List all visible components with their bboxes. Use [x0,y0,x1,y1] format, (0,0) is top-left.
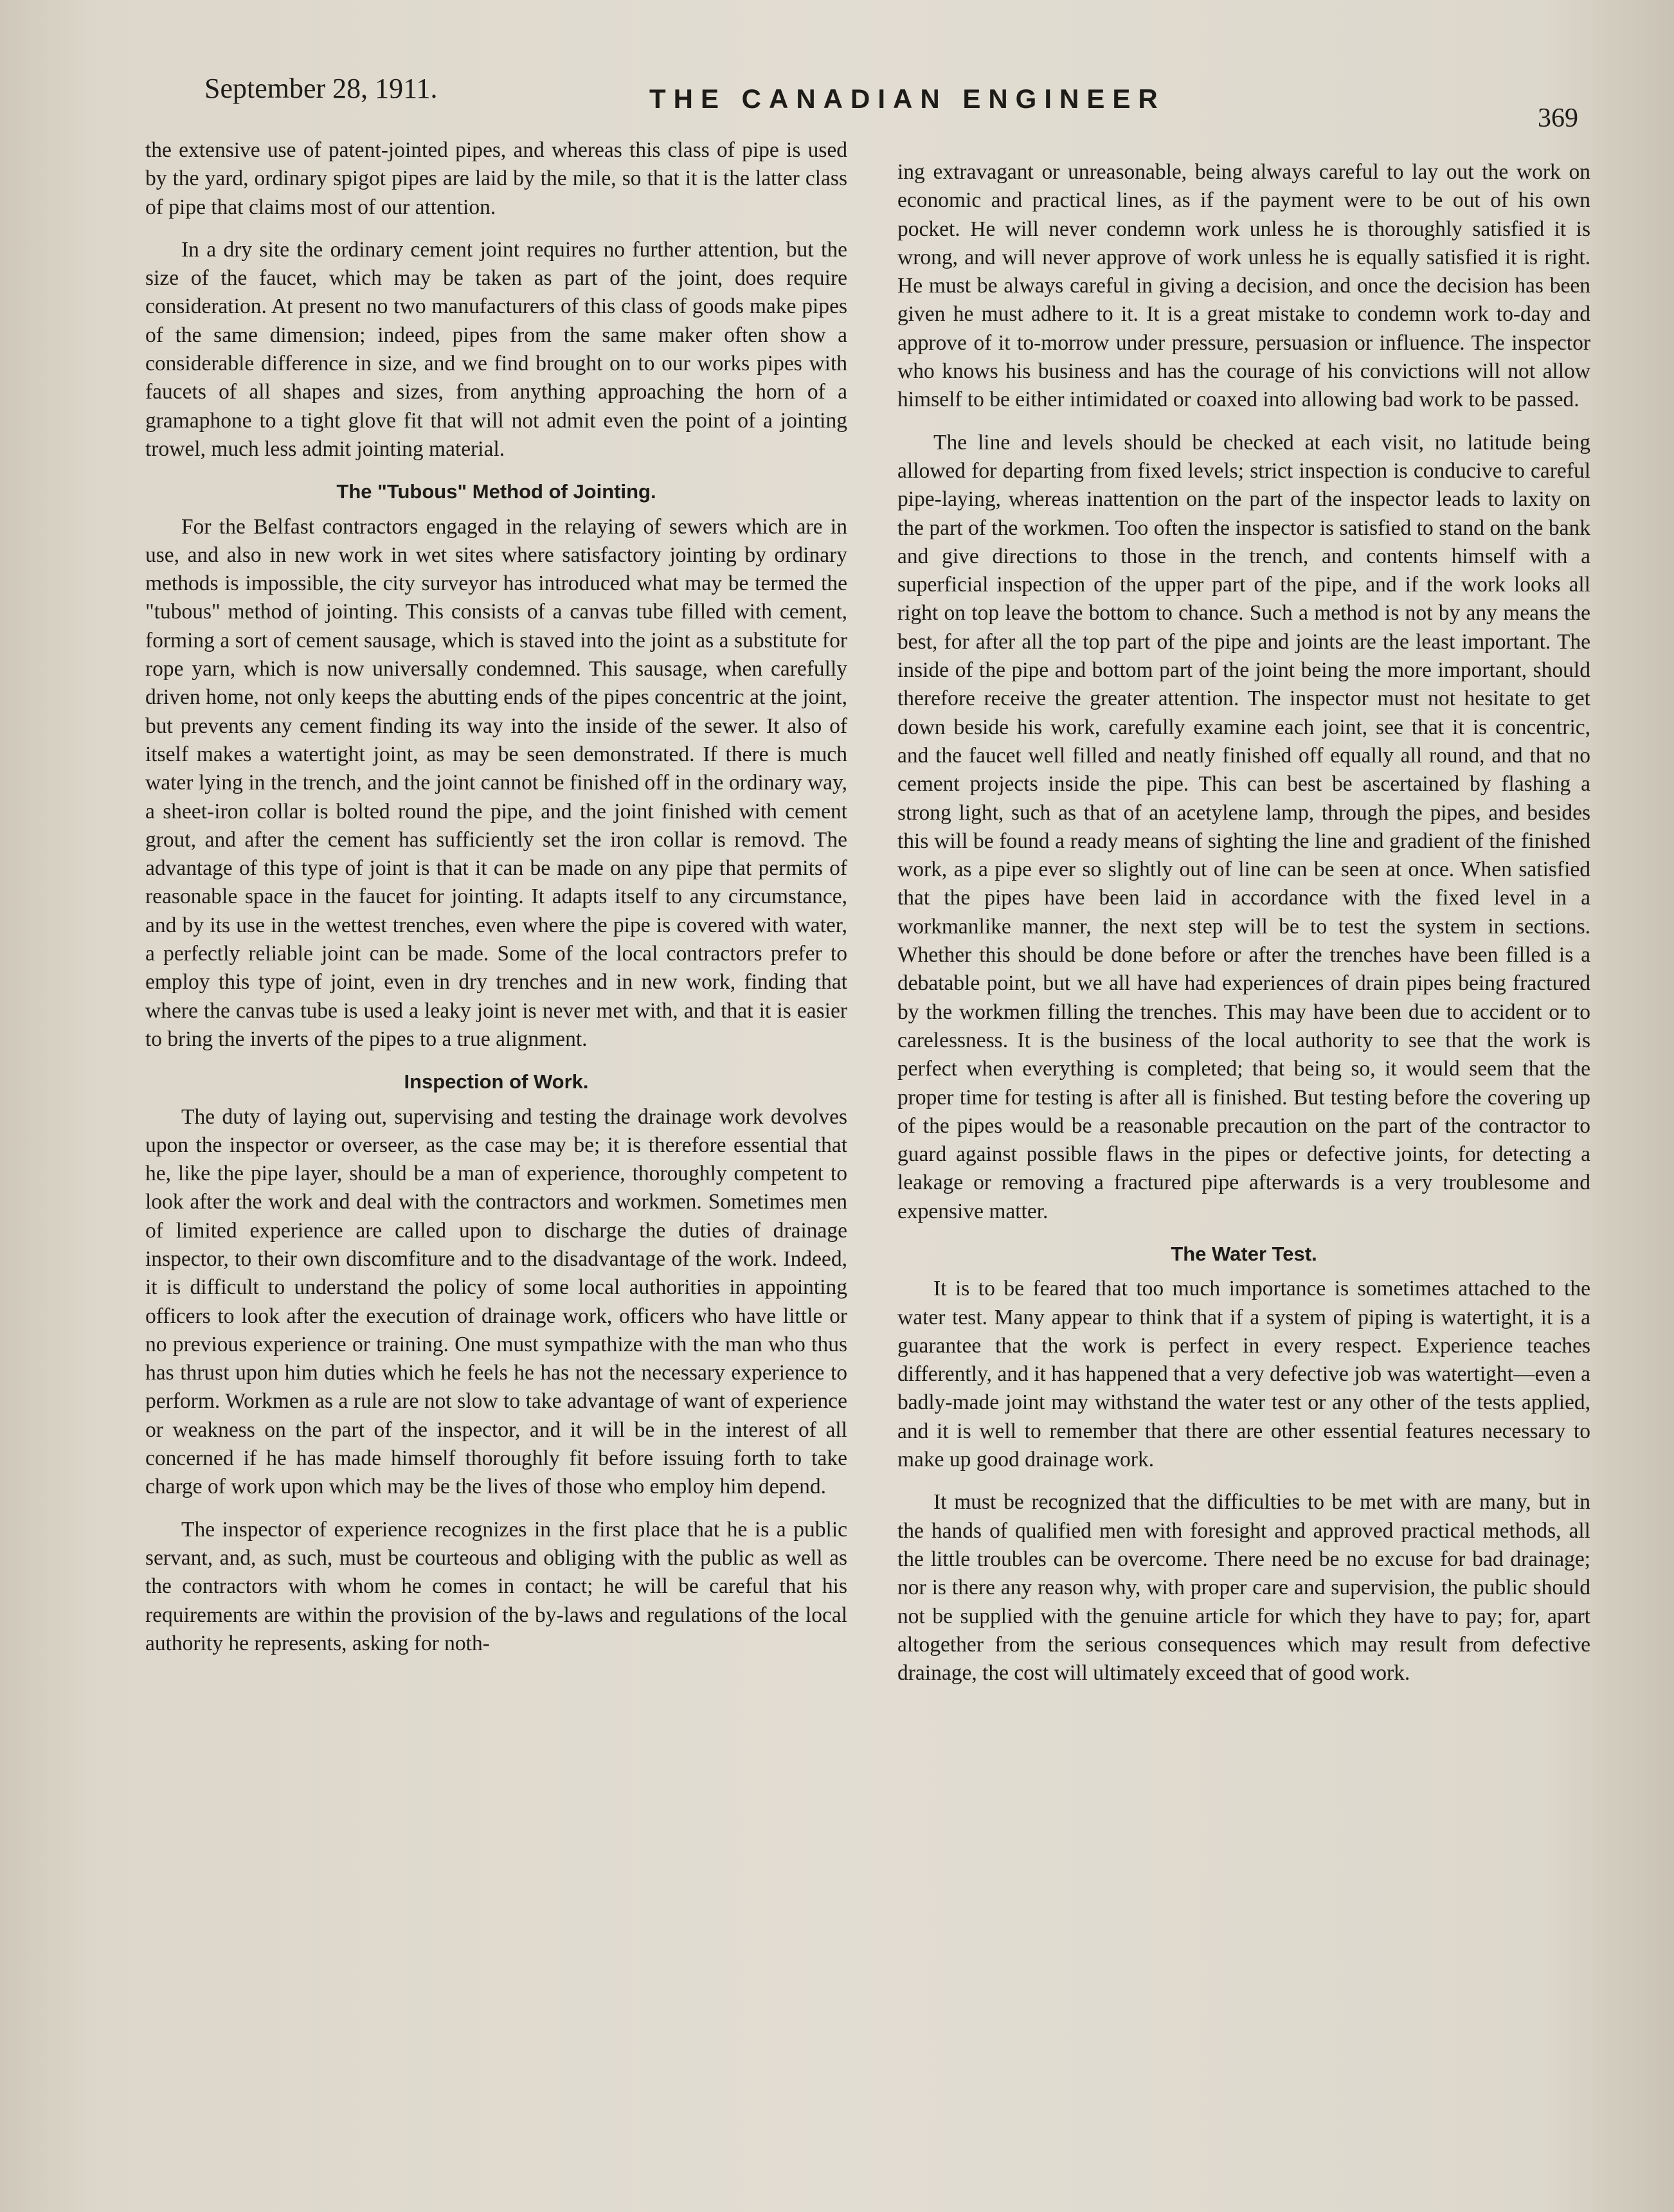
left-column [145,136,847,1672]
paragraph: For the Belfast contractors engaged in the relaying of sewers which are in use, and also in new work in wet sites where satisfactory jointing by ordinary methods is impossible, the city surveyor has introduced what may be termed the "tubous" method of jointing. This consists of a canvas tube filled with cement, forming a sort of cement sausage, which is staved into the joint as a substitute for rope yarn, which is now universally condemned. This sausage, when carefully driven home, not only keeps the abutting ends of the pipes concentric at the joint, but prevents any cement finding its way into the inside of the sewer. It also of itself makes a watertight joint, as may be seen demonstrated. If there is much water lying in the trench, and the joint cannot be finished off in the ordinary way, a sheet-iron collar is bolted round the pipe, and the joint finished with cement grout, and after the cement has sufficiently set the iron collar is removd. The advantage of this type of joint is that it can be made on any pipe that permits of reasonable space in the faucet for jointing. It adapts itself to any circumstance, and by its use in the wettest trenches, even where the pipe is covered with water, a perfectly reliable joint can be made. Some of the local contractors prefer to employ this type of joint, even in dry trenches and in new work, finding that where the canvas tube is used a leaky joint is never met with, and that it is easier to bring the inverts of the pipes to a true alignment. [145,514,847,1051]
paragraph: In a dry site the ordinary cement joint requires no further attention, but the size of the faucet, which may be taken as part of the joint, does require consideration. At present no two manufacturers of this class of goods make pipes of the same dimension; indeed, pipes from the same maker often show a considerable difference in size, and we find brought on to our works pipes with faucets of all shapes and sizes, from anything approaching the horn of a gramaphone to a tight glove fit that will not admit even the point of a jointing trowel, much less admit jointing material. [145,237,847,461]
right-column [897,158,1590,1702]
paragraph: The line and levels should be checked at each visit, no latitude being allowed for departing from fixed levels; strict inspection is conducive to careful pipe-laying, whereas inattention on the part of the inspector leads to laxity on the part of the workmen. Too often the inspector is satisfied to stand on the bank and give directions to those in the trench, and contents himself with a superficial inspection of the upper part of the pipe, and if the work looks all right on top leave the bottom to chance. Such a method is not by any means the best, for after all the top part of the pipe and joints are the least important. The inside of the pipe and bottom part of the joint being the more important, should therefore receive the greater attention. The inspector must not hesitate to get down beside his work, carefully examine each joint, see that it is concentric, and the faucet well filled and neatly finished off equally all round, and that no cement projects inside the pipe. This can best be ascertained by flashing a strong light, such as that of an acetylene lamp, through the pipes, and besides this will be found a ready means of sighting the line and gradient of the finished work, as a pipe ever so slightly out of line can be seen at once. When satisfied that the pipes have been laid in accordance with the fixed level in a workmanlike manner, the next step will be to test the system in sections. Whether this should be done before or after the trenches have been filled is a debatable point, but we all have had experiences of drain pipes being fractured by the workmen filling the trenches. This may have been due to accident or to carelessness. It is the business of the local authority to see that the work is perfect when everything is completed; that being so, it would seem that the proper time for testing is after all is finished. But testing before the covering up of the pipes would be a reasonable precaution on the part of the contractor to guard against possible flaws in the pipes or defective joints, for detecting a leakage or removing a fractured pipe afterwards is a very troublesome and expensive matter. [897,430,1590,1223]
paragraph: The duty of laying out, supervising and testing the drainage work devolves upon the inspector or overseer, as the case may be; it is therefore essential that he, like the pipe layer, should be a man of experience, thoroughly competent to look after the work and deal with the contractors and workmen. Sometimes men of limited experience are called upon to discharge the duties of drainage inspector, to their own discomfiture and to the disadvantage of the work. Indeed, it is difficult to understand the policy of some local authorities in appointing officers to look after the execution of drainage work, officers who have little or no previous experience or training. One must sympathize with the man who thus has thrust upon him duties which he feels he has not the necessary experience to perform. Workmen as a rule are not slow to take advantage of want of experience or weakness on the part of the inspector, and it will be in the interest of all concerned if he has made himself thoroughly fit before issuing forth to take charge of work upon which may be the lives of those who employ him depend. [145,1104,847,1499]
section-heading: The "Tubous" Method of Jointing. [336,480,656,503]
paragraph: The inspector of experience recognizes in the first place that he is a public servant, and, as such, must be courteous and obliging with the public as well as the contractors with whom he comes in contact; he will be careful that his requirements are within the provision of the by-laws and regulations of the local authority he represents, asking for noth- [145,1517,847,1655]
paragraph: ing extravagant or unreasonable, being always careful to lay out the work on economic and practical lines, as if the payment were to be out of his own pocket. He will never condemn work unless he is thoroughly satisfied it is wrong, and will never approve of work unless he is equally satisfied it is right. He must be always careful in giving a decision, and once the decision has been given he must adhere to it. It is a great mistake to condemn work to-day and approve of it to-morrow under pressure, persuasion or influence. The inspector who knows his business and has the courage of his convictions will not allow himself to be either intimidated or coaxed into allowing bad work to be passed. [897,160,1590,412]
section-heading: The Water Test. [1171,1242,1317,1265]
page-number: 369 [1538,103,1578,133]
section-heading: Inspection of Work. [404,1070,589,1093]
paragraph: It is to be feared that too much importance is sometimes attached to the water test. Many appear to think that if a system of piping is watertight, it is a guarantee that the work is perfect in every respect. Experience teaches differently, and it has happened that a very defective job was watertight—even a badly-made joint may withstand the water test or any other of the tests applied, and it is well to remember that there are other essential features necessary to make up good drainage work. [897,1277,1590,1472]
journal-title: THE CANADIAN ENGINEER [649,84,1166,114]
paragraph: the extensive use of patent-jointed pipes, and whereas this class of pipe is used by the yard, ordinary spigot pipes are laid by the mile, so that it is the latter class of pipe that claims most of our attention. [145,138,847,219]
paragraph: It must be recognized that the difficulties to be met with are many, but in the hands of qualified men with foresight and approved practical methods, all the little troubles can be overcome. There need be no excuse for bad drainage; nor is there any reason why, with proper care and supervision, the public should not be supplied with the genuine article for which they have to pay; for, apart altogether from the serious consequences which may result from defective drainage, the cost will ultimately exceed that of good work. [897,1490,1590,1686]
issue-date: September 28, 1911. [204,73,438,104]
